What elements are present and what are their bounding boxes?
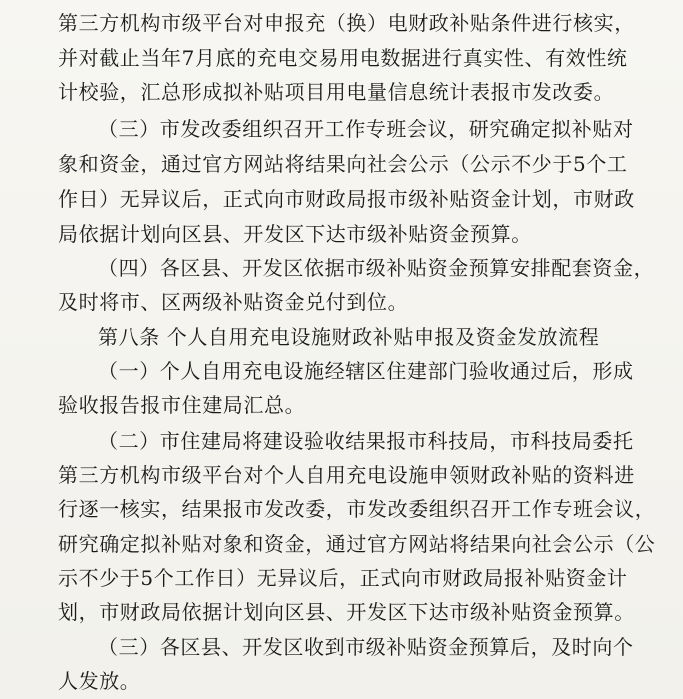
- text-line: 第三方机构市级平台对个人自用充电设施申领财政补贴的资料进: [58, 463, 635, 487]
- text-line: 研究确定拟补贴对象和资金，通过官方网站将结果向社会公示（公: [58, 532, 656, 556]
- text-line: （四）各区县、开发区依据市级补贴资金预算安排配套资金，: [98, 256, 655, 280]
- text-line: 示不少于5个工作日）无异议后，正式向市财政局报补贴资金计: [58, 566, 628, 590]
- text-line: （二）市住建局将建设验收结果报市科技局，市科技局委托: [98, 429, 634, 453]
- text-line: 行逐一核实，结果报市发改委，市发改委组织召开工作专班会议，: [58, 497, 656, 521]
- text-line: 验收报告报市住建局汇总。: [58, 393, 306, 417]
- text-line: （一）个人自用充电设施经辖区住建部门验收通过后，形成: [98, 359, 634, 383]
- text-line: 人发放。: [58, 669, 141, 693]
- text-line: 局依据计划向区县、开发区下达市级补贴资金预算。: [58, 222, 532, 246]
- text-line: 象和资金，通过官方网站将结果向社会公示（公示不少于5个工: [58, 152, 628, 176]
- text-line: （三）各区县、开发区收到市级补贴资金预算后，及时向个: [98, 635, 634, 659]
- text-line: （三）市发改委组织召开工作专班会议，研究确定拟补贴对: [98, 117, 634, 141]
- text-line: 并对截止当年7月底的充电交易用电数据进行真实性、有效性统: [58, 46, 628, 70]
- text-line: 及时将市、区两级补贴资金兑付到位。: [58, 290, 409, 314]
- text-line: 第三方机构市级平台对申报充（换）电财政补贴条件进行核实，: [58, 11, 635, 35]
- article-heading: 第八条 个人自用充电设施财政补贴申报及资金发放流程: [98, 325, 600, 349]
- text-line: 划，市财政局依据计划向区县、开发区下达市级补贴资金预算。: [58, 600, 635, 624]
- text-line: 作日）无异议后，正式向市财政局报市级补贴资金计划，市财政: [58, 187, 635, 211]
- text-line: 计校验，汇总形成拟补贴项目用电量信息统计表报市发改委。: [58, 80, 615, 104]
